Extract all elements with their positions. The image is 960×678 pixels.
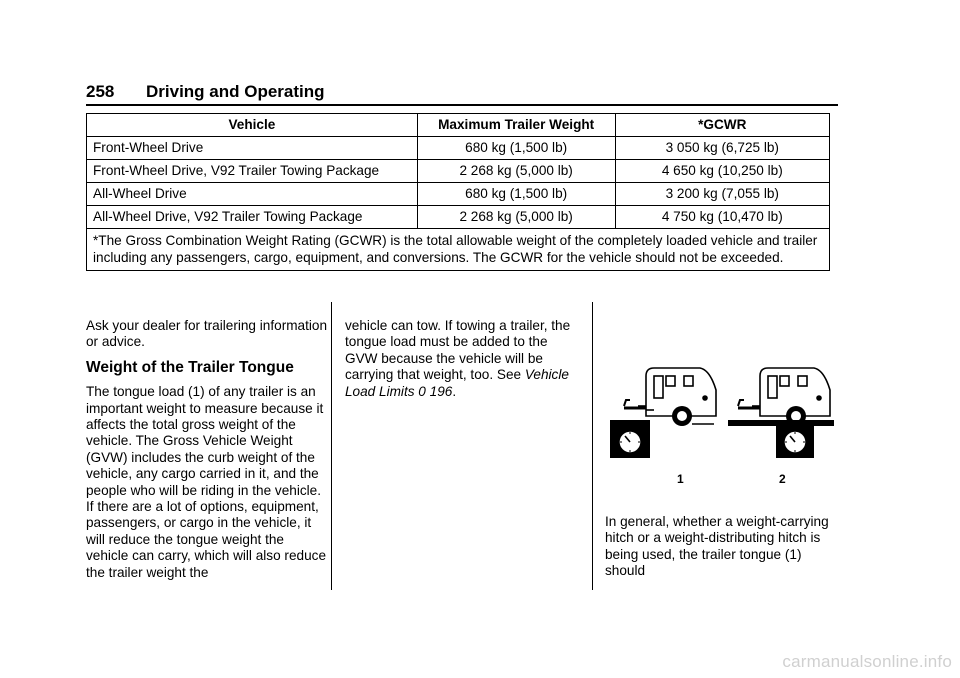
gcwr-footnote: *The Gross Combination Weight Rating (GCWR) is the total allowable weight of the completely loaded vehicle and trailer including any passengers, cargo, equipment, and conversions. The GCWR for the vehicle should not be exceeded. [87,229,830,271]
column-header-max-trailer-weight: Maximum Trailer Weight [417,114,615,137]
table-row [87,206,830,229]
trailer-scales-svg [604,354,842,490]
continued-text: vehicle can tow. If towing a trailer, the tongue load must be added to the GVW because the vehicle will be carrying that weight, too. See [345,318,571,383]
gcwr-cell: 3 200 kg (7,055 lb) [615,183,829,206]
table-row [87,137,830,160]
subsection-heading: Weight of the Trailer Tongue [86,358,294,376]
watermark: carmanualsonline.info [782,652,952,671]
table-footnote-row [87,229,830,271]
figure-label-1: 1 [677,472,684,486]
xref-arrow-icon: 0 [418,383,426,399]
vehicle-cell: All-Wheel Drive [87,183,418,206]
gcwr-cell: 4 650 kg (10,250 lb) [615,160,829,183]
column-header-vehicle: Vehicle [87,114,418,137]
column-divider [331,302,332,590]
text-column-2 [345,318,581,400]
header-rule [86,104,838,106]
max-weight-cell: 2 268 kg (5,000 lb) [417,160,615,183]
max-weight-cell: 680 kg (1,500 lb) [417,183,615,206]
xref-title: Vehicle Load Limits [345,367,569,399]
intro-paragraph: Ask your dealer for trailering information or advice. [86,318,328,350]
vehicle-cell: Front-Wheel Drive, V92 Trailer Towing Package [87,160,418,183]
section-title: Driving and Operating [146,82,325,101]
figure-label-2: 2 [779,472,786,486]
vehicle-cell: Front-Wheel Drive [87,137,418,160]
table-row [87,183,830,206]
trailer-weight-table [86,113,830,271]
tongue-weight-illustration [604,354,842,490]
page-number: 258 [86,82,115,101]
options-paragraph: If there are a lot of options, equipment, passengers, or cargo in the vehicle, it will reduce the tongue weight the vehicle can carry, which will also reduce the trailer weight the [86,499,327,580]
xref-period: . [452,383,457,399]
gcwr-cell: 3 050 kg (6,725 lb) [615,137,829,160]
max-weight-cell: 680 kg (1,500 lb) [417,137,615,160]
table-row [87,160,830,183]
text-column-3 [605,514,837,580]
column-header-gcwr: *GCWR [615,114,829,137]
tongue-load-paragraph: The tongue load (1) of any trailer is an important weight to measure because it affects the total gross weight of the vehicle. The Gross Vehicle Weight (GVW) includes the curb weight of the vehicle, any cargo carried in it, and the people who will be riding in the vehicle. [86,384,324,498]
page-header [86,82,838,104]
vehicle-cell: All-Wheel Drive, V92 Trailer Towing Package [87,206,418,229]
gcwr-cell: 4 750 kg (10,470 lb) [615,206,829,229]
text-column-1 [86,318,330,581]
continued-paragraph [345,318,581,400]
column-divider [592,302,593,590]
max-weight-cell: 2 268 kg (5,000 lb) [417,206,615,229]
hitch-paragraph: In general, whether a weight-carrying hitch or a weight-distributing hitch is being used, the trailer tongue (1) should [605,514,829,579]
xref-page: 196 [429,383,453,399]
table-header-row [87,114,830,137]
